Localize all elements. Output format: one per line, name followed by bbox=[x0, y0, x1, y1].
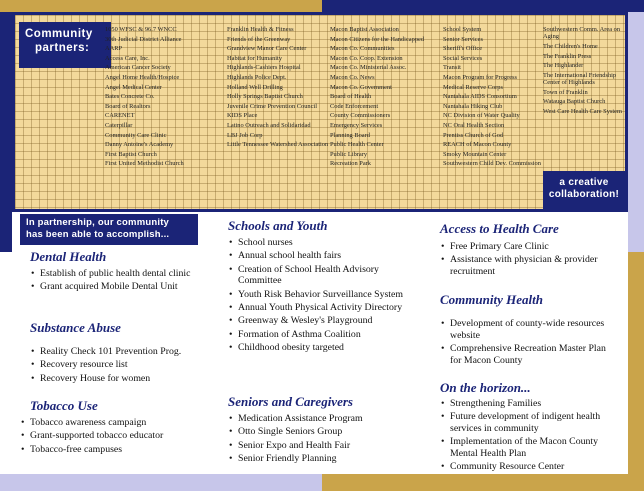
decor-navy-top bbox=[322, 0, 644, 12]
tobacco-use-list bbox=[20, 417, 220, 457]
decor-lilac-bottom bbox=[0, 474, 322, 491]
list-item: • Community Resource Center bbox=[440, 461, 620, 473]
partner-name: West Care Health Care System bbox=[543, 107, 622, 115]
partner-name: American Cancer Society bbox=[105, 64, 171, 72]
partner-name: Holland Well Drilling bbox=[227, 83, 283, 91]
list-item: • Implementation of the Macon County Mental Health Plan bbox=[440, 436, 620, 460]
partner-name: AARP bbox=[105, 45, 123, 53]
list-item: • Recovery resource list bbox=[30, 359, 215, 371]
list-item: • Recovery House for women bbox=[30, 373, 215, 385]
list-item: • Grant-supported tobacco educator bbox=[20, 430, 220, 442]
list-item: • Tobacco awareness campaign bbox=[20, 417, 220, 429]
partner-name: Recreation Park bbox=[330, 160, 371, 168]
dental-health-heading: Dental Health bbox=[30, 249, 107, 264]
partner-name: Nantahala AIDS Consortium bbox=[443, 93, 517, 101]
partner-name: Prentiss Church of God bbox=[443, 131, 504, 139]
partner-name: Public Library bbox=[330, 150, 368, 158]
decor-navy-left bbox=[0, 12, 12, 252]
partner-name: Macon Co. Ministerial Assoc. bbox=[330, 64, 407, 72]
partner-name: Smoky Mountain Center bbox=[443, 150, 507, 158]
partner-name: NC Oral Health Section bbox=[443, 121, 505, 129]
partner-name: Watauga Baptist Church bbox=[543, 98, 606, 106]
list-item: • Tobacco-free campuses bbox=[20, 444, 220, 456]
list-item: • Annual Youth Physical Activity Directory bbox=[228, 302, 416, 314]
partner-name: Latino Outreach and Solidaridad bbox=[227, 121, 311, 129]
partner-name: Macon Citizens for the Handicapped bbox=[330, 35, 425, 43]
partner-name: Habitat for Humanity bbox=[227, 54, 283, 62]
substance-abuse-list bbox=[30, 346, 215, 386]
partner-name: Macon Co. Communities bbox=[330, 45, 395, 53]
list-item: • Greenway & Wesley's Playground bbox=[228, 315, 416, 327]
partner-name: Social Services bbox=[443, 54, 483, 62]
list-item: • Reality Check 101 Prevention Prog. bbox=[30, 346, 215, 358]
partner-name: 1050 WFSC & 96.7 WNCC bbox=[105, 26, 177, 33]
partner-name: Board of Health bbox=[330, 93, 372, 101]
partner-name: 30th Judicial District Alliance bbox=[105, 35, 182, 43]
partner-name: REACH of Macon County bbox=[443, 141, 512, 149]
partner-name: Town of Franklin bbox=[543, 88, 588, 96]
partner-name: The Highlander bbox=[543, 62, 584, 70]
decor-lilac-right bbox=[628, 12, 644, 252]
partner-name: Friends of the Greenway bbox=[227, 35, 291, 43]
partners-column-1 bbox=[105, 26, 215, 170]
seniors-caregivers-list bbox=[228, 413, 416, 466]
list-item: • Future development of indigent health services in community bbox=[440, 411, 620, 435]
partner-name: Medical Reserve Corps bbox=[443, 83, 503, 91]
partner-name: KIDS Place bbox=[227, 112, 258, 120]
list-item: • Childhood obesity targeted bbox=[228, 342, 416, 354]
creative-collaboration-badge: a creative collaboration! bbox=[543, 171, 625, 209]
partner-name: Public Health Center bbox=[330, 141, 384, 149]
list-item: • Formation of Asthma Coalition bbox=[228, 329, 416, 341]
partners-column-4 bbox=[443, 26, 555, 170]
list-item: • Free Primary Care Clinic bbox=[440, 241, 620, 253]
partner-name: Holly Springs Baptist Church bbox=[227, 93, 303, 101]
list-item: • Grant acquired Mobile Dental Unit bbox=[30, 281, 210, 293]
partner-name: Angel Medical Center bbox=[105, 83, 162, 91]
partners-column-3 bbox=[330, 26, 445, 170]
partner-name: Nantahala Hiking Club bbox=[443, 102, 503, 110]
partner-name: County Commissioners bbox=[330, 112, 391, 120]
tobacco-use-heading: Tobacco Use bbox=[30, 398, 98, 413]
accomplishments-intro-banner: In partnership, our community has been able to accomplish... bbox=[20, 214, 198, 245]
partner-name: CARENET bbox=[105, 112, 135, 120]
list-item: • Strengthening Families bbox=[440, 398, 620, 410]
decor-gold-right bbox=[628, 252, 644, 474]
partner-name: Grandview Manor Care Center bbox=[227, 45, 307, 53]
schools-youth-list bbox=[228, 237, 416, 355]
partner-name: Transit bbox=[443, 64, 461, 72]
list-item: • Creation of School Health Advisory Committee bbox=[228, 264, 416, 288]
access-health-care-list bbox=[440, 241, 620, 279]
list-item: • Assistance with physician & provider recruitment bbox=[440, 254, 620, 278]
partner-name: Access Care, Inc. bbox=[105, 54, 150, 62]
list-item: • School nurses bbox=[228, 237, 416, 249]
list-item: • Comprehensive Recreation Master Plan for Macon County bbox=[440, 343, 615, 367]
partner-name: Board of Realtors bbox=[105, 102, 151, 110]
partner-name: Highlands-Cashiers Hospital bbox=[227, 64, 301, 72]
decor-gold-top bbox=[0, 0, 322, 12]
decor-gold-bottom bbox=[322, 474, 644, 491]
schools-youth-heading: Schools and Youth bbox=[228, 218, 328, 233]
partner-name: Little Tennessee Watershed Association bbox=[227, 141, 329, 149]
partner-name: Macon Co. Government bbox=[330, 83, 392, 91]
substance-abuse-heading: Substance Abuse bbox=[30, 320, 121, 335]
on-the-horizon-heading: On the horizon... bbox=[440, 380, 531, 395]
list-item: • Establish of public health dental clinic bbox=[30, 268, 210, 280]
list-item: • Otto Single Seniors Group bbox=[228, 426, 416, 438]
partner-name: Sheriff's Office bbox=[443, 45, 483, 53]
community-partners-panel bbox=[12, 12, 628, 212]
partner-name: NC Division of Water Quality bbox=[443, 112, 520, 120]
partner-name: First United Methodist Church bbox=[105, 160, 184, 168]
partner-name: Macon Co. News bbox=[330, 73, 375, 81]
list-item: • Senior Friendly Planning bbox=[228, 453, 416, 465]
list-item: • Development of county-wide resources website bbox=[440, 318, 615, 342]
partners-column-2 bbox=[227, 26, 337, 151]
partner-name: Southwestern Comm. Area on Aging bbox=[543, 26, 621, 41]
community-health-heading: Community Health bbox=[440, 292, 543, 307]
list-item: • Medication Assistance Program bbox=[228, 413, 416, 425]
list-item: • Senior Expo and Health Fair bbox=[228, 440, 416, 452]
partner-name: Planning Board bbox=[330, 131, 370, 139]
partner-name: Community Care Clinic bbox=[105, 131, 167, 139]
partner-name: School System bbox=[443, 26, 482, 33]
access-health-care-heading: Access to Health Care bbox=[440, 221, 559, 236]
partner-name: Code Enforcement bbox=[330, 102, 379, 110]
list-item: • Annual school health fairs bbox=[228, 250, 416, 262]
partner-name: Senior Services bbox=[443, 35, 483, 43]
community-health-list bbox=[440, 318, 615, 368]
community-partners-heading: Community partners: bbox=[19, 22, 111, 68]
partner-name: LBJ Job Corp bbox=[227, 131, 263, 139]
partner-name: The Children's Home bbox=[543, 43, 598, 50]
on-the-horizon-list bbox=[440, 398, 620, 475]
dental-health-list bbox=[30, 268, 210, 295]
partner-name: Southwestern Child Dev. Commission bbox=[443, 160, 541, 168]
partner-name: Emergency Services bbox=[330, 121, 383, 129]
partner-name: Bates Concrete Co. bbox=[105, 93, 155, 101]
partner-name: Caterpillar bbox=[105, 121, 133, 129]
partner-name: Franklin Health & Fitness bbox=[227, 26, 294, 33]
partner-name: Angel Home Health/Hospice bbox=[105, 73, 180, 81]
partner-name: Juvenile Crime Prevention Council bbox=[227, 102, 317, 110]
partner-name: The Franklin Press bbox=[543, 52, 592, 60]
partner-name: The International Friendship Center of Highlands bbox=[543, 71, 617, 87]
partner-name: First Baptist Church bbox=[105, 150, 157, 158]
list-item: • Youth Risk Behavior Surveillance System bbox=[228, 289, 416, 301]
partner-name: Macon Program for Progress bbox=[443, 73, 518, 81]
partner-name: Highlands Police Dept. bbox=[227, 73, 287, 81]
partner-name: Danny Antoine's Academy bbox=[105, 141, 174, 149]
partner-name: Macon Co. Coop. Extension bbox=[330, 54, 403, 62]
seniors-caregivers-heading: Seniors and Caregivers bbox=[228, 394, 353, 409]
partner-name: Macon Baptist Association bbox=[330, 26, 399, 33]
partners-column-5 bbox=[543, 26, 629, 118]
